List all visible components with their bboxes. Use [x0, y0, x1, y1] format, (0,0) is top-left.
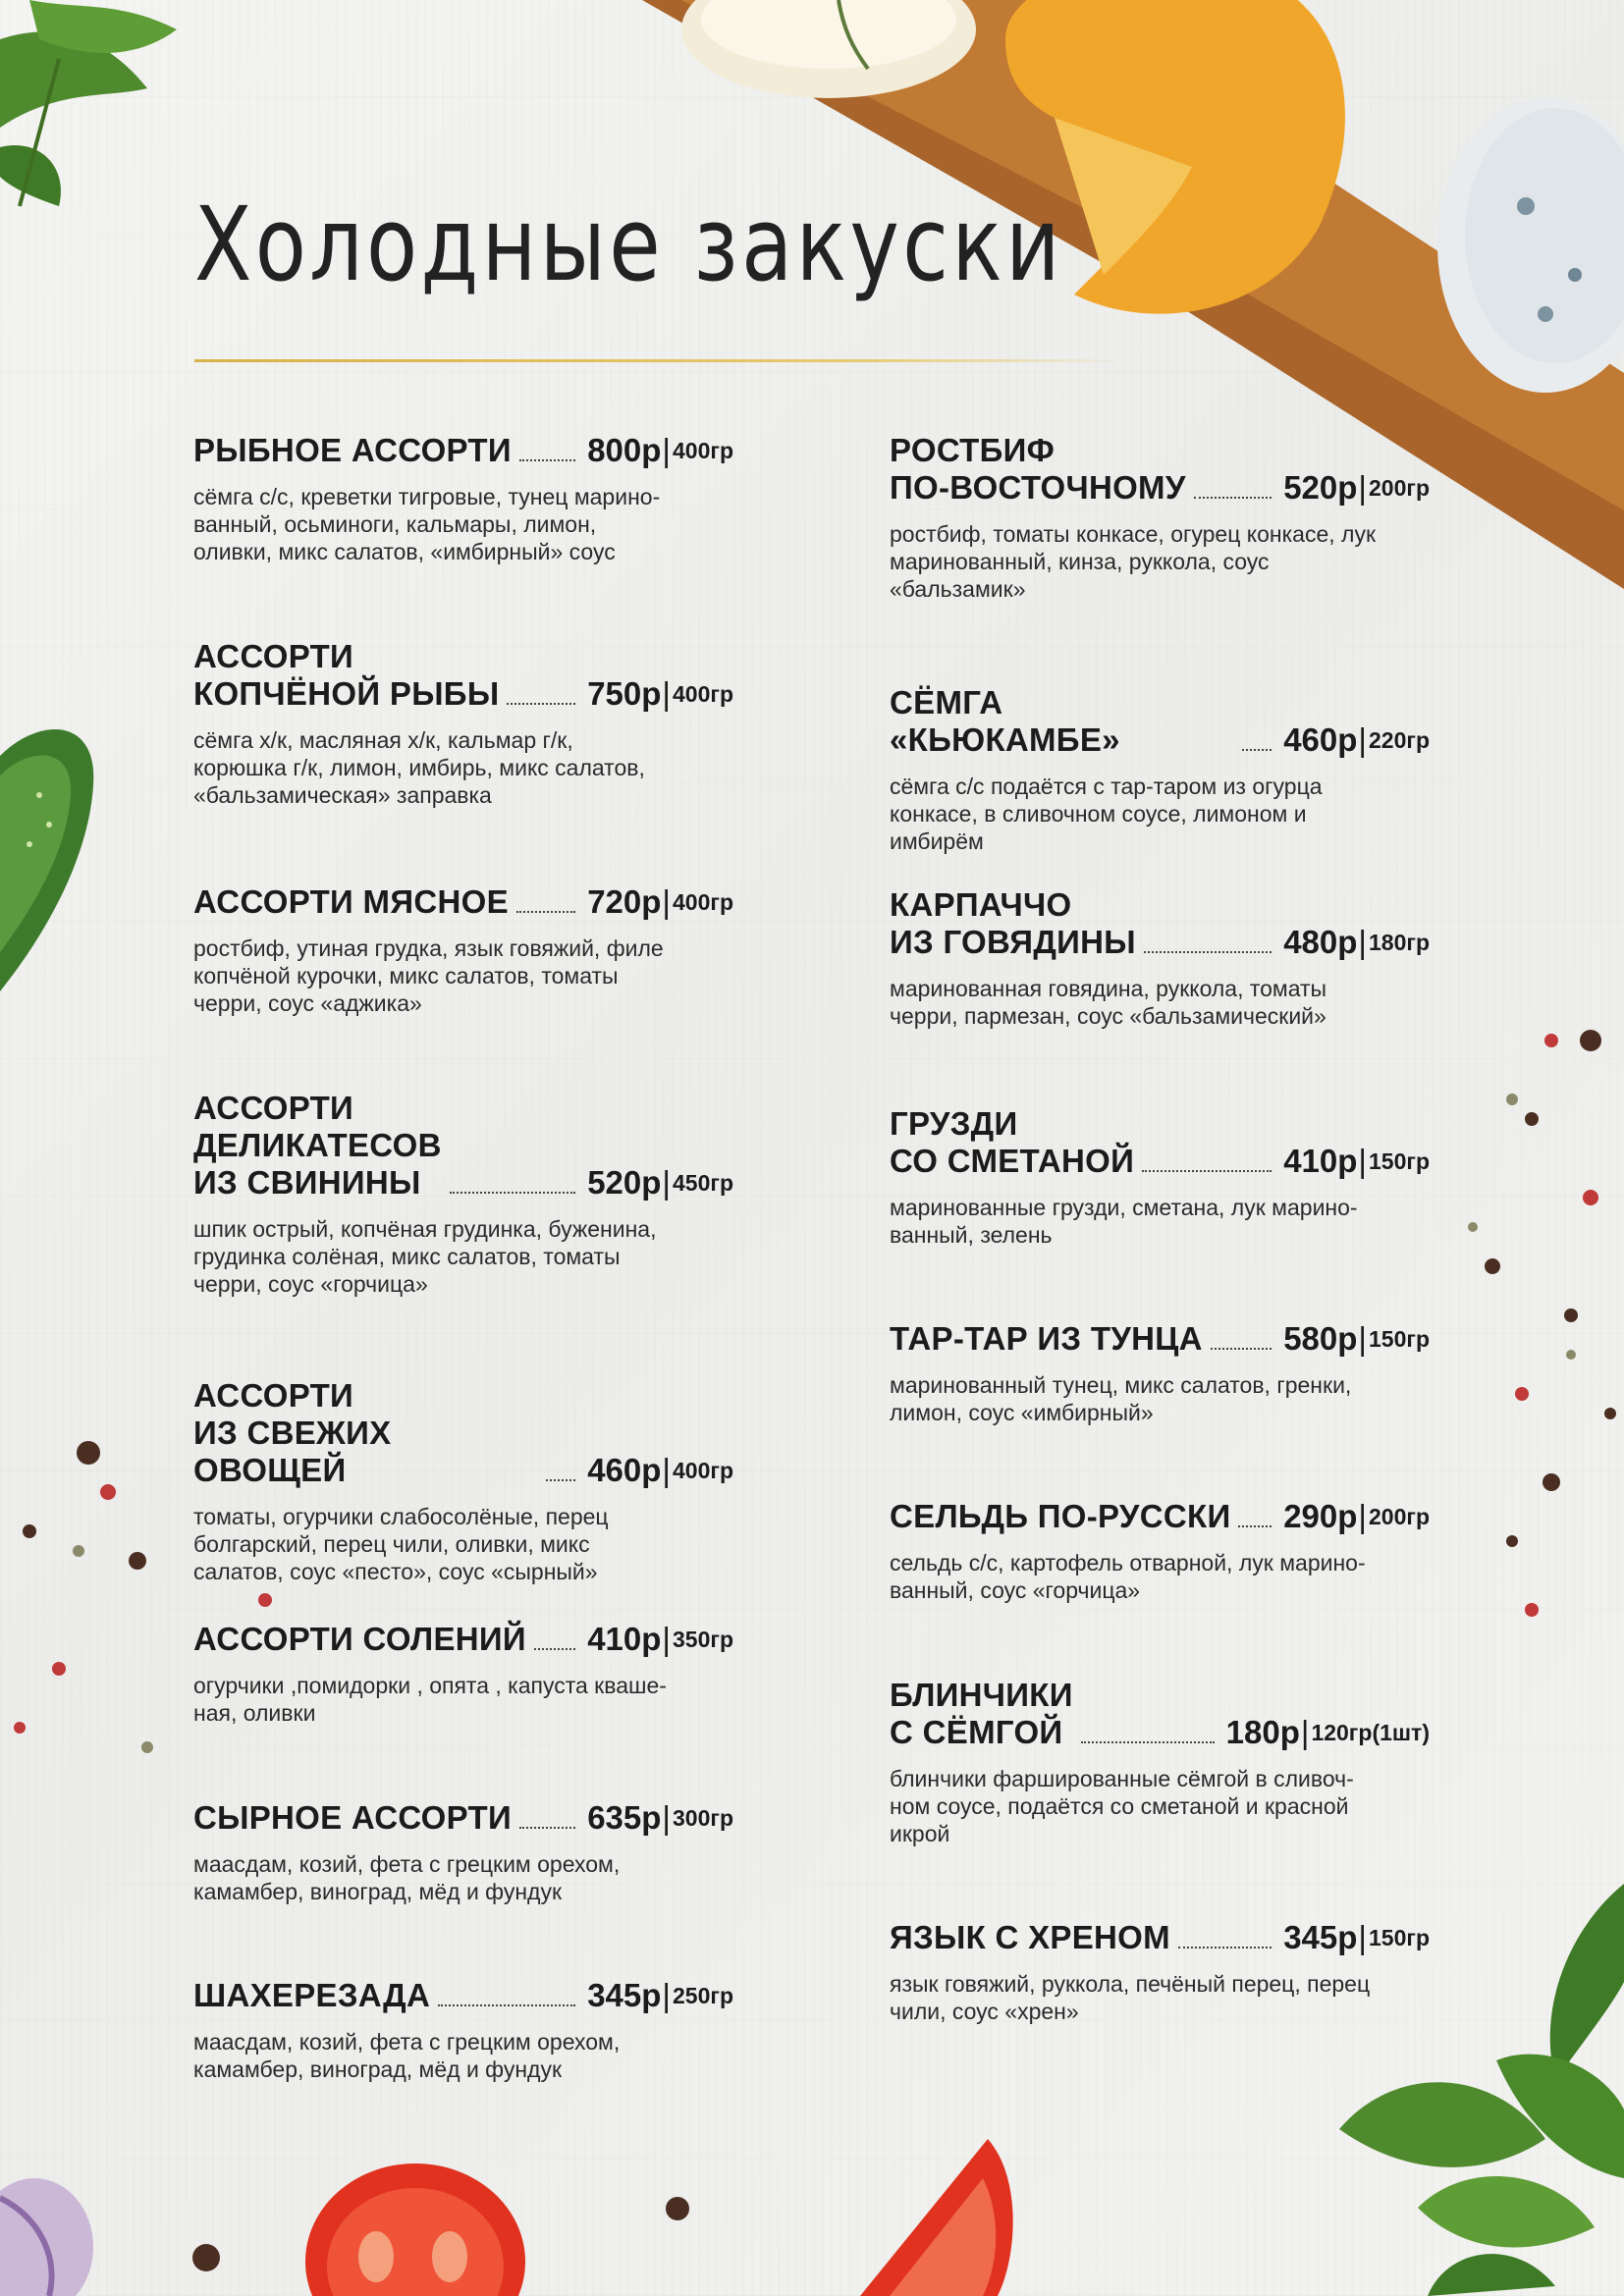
item-price: 460р [587, 1452, 662, 1488]
item-weight: 150гр [1368, 1925, 1430, 1950]
item-name: АССОРТИ СОЛЕНИЙ [193, 1621, 526, 1657]
item-name: СЕЛЬДЬ ПО-РУССКИ [890, 1498, 1231, 1534]
item-name: СЫРНОЕ АССОРТИ [193, 1799, 513, 1836]
item-name: РОСТБИФ ПО-ВОСТОЧНОМУ [890, 432, 1186, 506]
item-name: БЛИНЧИКИ С СЁМГОЙ [890, 1677, 1073, 1750]
item-price: 635р [587, 1799, 662, 1836]
leader-dots [450, 1192, 575, 1194]
leader-dots [519, 459, 575, 461]
item-weight: 150гр [1368, 1326, 1430, 1352]
item-price: 800р [587, 432, 662, 468]
leader-dots [1211, 1348, 1272, 1350]
item-price: 345р [1283, 1919, 1358, 1955]
item-price: 480р [1283, 924, 1358, 960]
tomato-icon [850, 2139, 1017, 2296]
leader-dots [1238, 1525, 1272, 1527]
menu-item: ТАР-ТАР ИЗ ТУНЦА 580р | 150гр маринованный тунец, микс салатов, гренки, лимон, соус «имбирный» [890, 1320, 1430, 1425]
item-description: сельдь с/с, картофель отварной, лук марино- ванный, соус «горчица» [890, 1550, 1366, 1603]
item-name: ЯЗЫК С ХРЕНОМ [890, 1919, 1170, 1955]
item-price: 410р [587, 1621, 662, 1657]
item-name: ТАР-ТАР ИЗ ТУНЦА [890, 1320, 1203, 1357]
item-price: 180р [1225, 1714, 1300, 1750]
item-price: 720р [587, 883, 662, 920]
leader-dots [1194, 497, 1272, 499]
item-weight: 250гр [672, 1983, 733, 2008]
leader-dots [1242, 749, 1272, 751]
item-name: АССОРТИ ДЕЛИКАТЕСОВ ИЗ СВИНИНЫ [193, 1090, 442, 1201]
item-weight: 150гр [1368, 1148, 1430, 1174]
item-description: сёмга с/с, креветки тигровые, тунец марино- ванный, осьминоги, кальмары, лимон, оливки, микс салатов, «имбирный» соус [193, 484, 661, 564]
item-name: КАРПАЧЧО ИЗ ГОВЯДИНЫ [890, 886, 1136, 960]
item-description: язык говяжий, руккола, печёный перец, перец чили, соус «хрен» [890, 1971, 1371, 2024]
item-price: 580р [1283, 1320, 1358, 1357]
tomato-icon [302, 2149, 528, 2296]
leader-dots [546, 1479, 575, 1481]
item-description: сёмга х/к, масляная х/к, кальмар г/к, корюшка г/к, лимон, имбирь, микс салатов, «бальзамическая» заправка [193, 727, 645, 808]
menu-item: АССОРТИ КОПЧЁНОЙ РЫБЫ 750р | 400гр сёмга х/к, масляная х/к, кальмар г/к, корюшка г/к, лимон, имбирь, микс салатов, «бальзамическая» заправка [193, 638, 733, 808]
leader-dots [519, 1827, 575, 1829]
menu-item: СЕЛЬДЬ ПО-РУССКИ 290р | 200гр сельдь с/с, картофель отварной, лук марино- ванный, соус «горчица» [890, 1498, 1430, 1603]
item-description: ростбиф, утиная грудка, язык говяжий, филе копчёной курочки, микс салатов, томаты черри, соус «аджика» [193, 935, 664, 1016]
item-description: маринованная говядина, руккола, томаты черри, пармезан, соус «бальзамический» [890, 976, 1327, 1029]
item-price: 520р [587, 1164, 662, 1201]
menu-item: СЁМГА «КЬЮКАМБЕ» 460р | 220гр сёмга с/с подаётся с тар-таром из огурца конкасе, в сливочном соусе, лимоном и имбирём [890, 684, 1430, 854]
item-price: 345р [587, 1977, 662, 2013]
menu-item: БЛИНЧИКИ С СЁМГОЙ 180р | 120гр(1шт) блинчики фаршированные сёмгой в сливоч- ном соусе, подаётся со сметаной и красной икрой [890, 1677, 1430, 1846]
leader-dots [516, 911, 575, 913]
item-description: блинчики фаршированные сёмгой в сливоч- ном соусе, подаётся со сметаной и красной икрой [890, 1766, 1354, 1846]
menu-item: РЫБНОЕ АССОРТИ 800р | 400гр сёмга с/с, креветки тигровые, тунец марино- ванный, осьминоги, кальмары, лимон, оливки, микс салатов, «имбирный» соус [193, 432, 733, 564]
item-weight: 400гр [672, 681, 733, 707]
menu-item: АССОРТИ СОЛЕНИЙ 410р | 350гр огурчики ,помидорки , опята , капуста кваше- ная, оливки [193, 1621, 733, 1726]
item-weight: 180гр [1368, 930, 1430, 955]
item-price: 750р [587, 675, 662, 712]
leader-dots [1144, 951, 1272, 953]
item-name: СЁМГА «КЬЮКАМБЕ» [890, 684, 1120, 758]
item-description: томаты, огурчики слабосолёные, перец болгарский, перец чили, оливки, микс салатов, соус «песто», соус «сырный» [193, 1504, 609, 1584]
menu-item: АССОРТИ ДЕЛИКАТЕСОВ ИЗ СВИНИНЫ 520р | 450гр шпик острый, копчёная грудинка, буженина, грудинка солёная, микс салатов, томаты черри, соус «горчица» [193, 1090, 733, 1297]
item-weight: 450гр [672, 1170, 733, 1196]
leader-dots [438, 2004, 575, 2006]
item-name: АССОРТИ ИЗ СВЕЖИХ ОВОЩЕЙ [193, 1377, 392, 1488]
item-name: РЫБНОЕ АССОРТИ [193, 432, 512, 468]
item-description: маринованный тунец, микс салатов, гренки, лимон, соус «имбирный» [890, 1372, 1352, 1425]
item-weight: 120гр(1шт) [1311, 1720, 1430, 1745]
item-weight: 350гр [672, 1627, 733, 1652]
item-weight: 300гр [672, 1805, 733, 1831]
menu-item: КАРПАЧЧО ИЗ ГОВЯДИНЫ 480р | 180гр маринованная говядина, руккола, томаты черри, пармезан, соус «бальзамический» [890, 886, 1430, 1029]
item-name: АССОРТИ МЯСНОЕ [193, 883, 509, 920]
item-weight: 220гр [1368, 727, 1430, 753]
garlic-icon [0, 2159, 98, 2296]
menu-item: СЫРНОЕ АССОРТИ 635р | 300гр маасдам, козий, фета с грецким орехом, камамбер, виноград, мёд и фундук [193, 1799, 733, 1904]
item-weight: 400гр [672, 1458, 733, 1483]
item-description: маасдам, козий, фета с грецким орехом, камамбер, виноград, мёд и фундук [193, 1851, 621, 1904]
page-title: Холодные закуски [194, 185, 1063, 304]
menu-item: АССОРТИ МЯСНОЕ 720р | 400гр ростбиф, утиная грудка, язык говяжий, филе копчёной курочки, микс салатов, томаты черри, соус «аджика» [193, 883, 733, 1016]
item-description: сёмга с/с подаётся с тар-таром из огурца конкасе, в сливочном соусе, лимоном и имбирём [890, 774, 1323, 854]
item-weight: 200гр [1368, 475, 1430, 501]
leader-dots [534, 1648, 575, 1650]
leader-dots [1178, 1947, 1272, 1949]
item-description: маринованные грузди, сметана, лук марино- ванный, зелень [890, 1195, 1358, 1248]
leader-dots [1142, 1170, 1272, 1172]
item-weight: 200гр [1368, 1504, 1430, 1529]
menu-item: ЯЗЫК С ХРЕНОМ 345р | 150гр язык говяжий, руккола, печёный перец, перец чили, соус «хрен» [890, 1919, 1430, 2024]
item-price: 410р [1283, 1143, 1358, 1179]
cucumber-icon [0, 717, 108, 1001]
menu-item: ШАХЕРЕЗАДА 345р | 250гр маасдам, козий, фета с грецким орехом, камамбер, виноград, мёд и фундук [193, 1977, 733, 2082]
item-description: огурчики ,помидорки , опята , капуста кваше- ная, оливки [193, 1673, 667, 1726]
menu-item: РОСТБИФ ПО-ВОСТОЧНОМУ 520р | 200гр ростбиф, томаты конкасе, огурец конкасе, лук маринованный, кинза, руккола, соус «бальзамик» [890, 432, 1430, 602]
item-name: ГРУЗДИ СО СМЕТАНОЙ [890, 1105, 1135, 1179]
item-description: маасдам, козий, фета с грецким орехом, камамбер, виноград, мёд и фундук [193, 2029, 621, 2082]
leader-dots [507, 703, 575, 705]
item-price: 290р [1283, 1498, 1358, 1534]
item-price: 460р [1283, 721, 1358, 758]
item-price: 520р [1283, 469, 1358, 506]
item-name: ШАХЕРЕЗАДА [193, 1977, 431, 2013]
item-description: ростбиф, томаты конкасе, огурец конкасе, лук маринованный, кинза, руккола, соус «бальзамик» [890, 521, 1377, 602]
menu-item: АССОРТИ ИЗ СВЕЖИХ ОВОЩЕЙ 460р | 400гр томаты, огурчики слабосолёные, перец болгарский, перец чили, оливки, микс салатов, соус «песто», соус «сырный» [193, 1377, 733, 1584]
leader-dots [1081, 1741, 1215, 1743]
item-description: шпик острый, копчёная грудинка, буженина, грудинка солёная, микс салатов, томаты черри, соус «горчица» [193, 1216, 657, 1297]
item-weight: 400гр [672, 889, 733, 915]
title-divider [194, 359, 1129, 362]
item-weight: 400гр [672, 438, 733, 463]
menu-item: ГРУЗДИ СО СМЕТАНОЙ 410р | 150гр маринованные грузди, сметана, лук марино- ванный, зелень [890, 1105, 1430, 1248]
item-name: АССОРТИ КОПЧЁНОЙ РЫБЫ [193, 638, 500, 712]
